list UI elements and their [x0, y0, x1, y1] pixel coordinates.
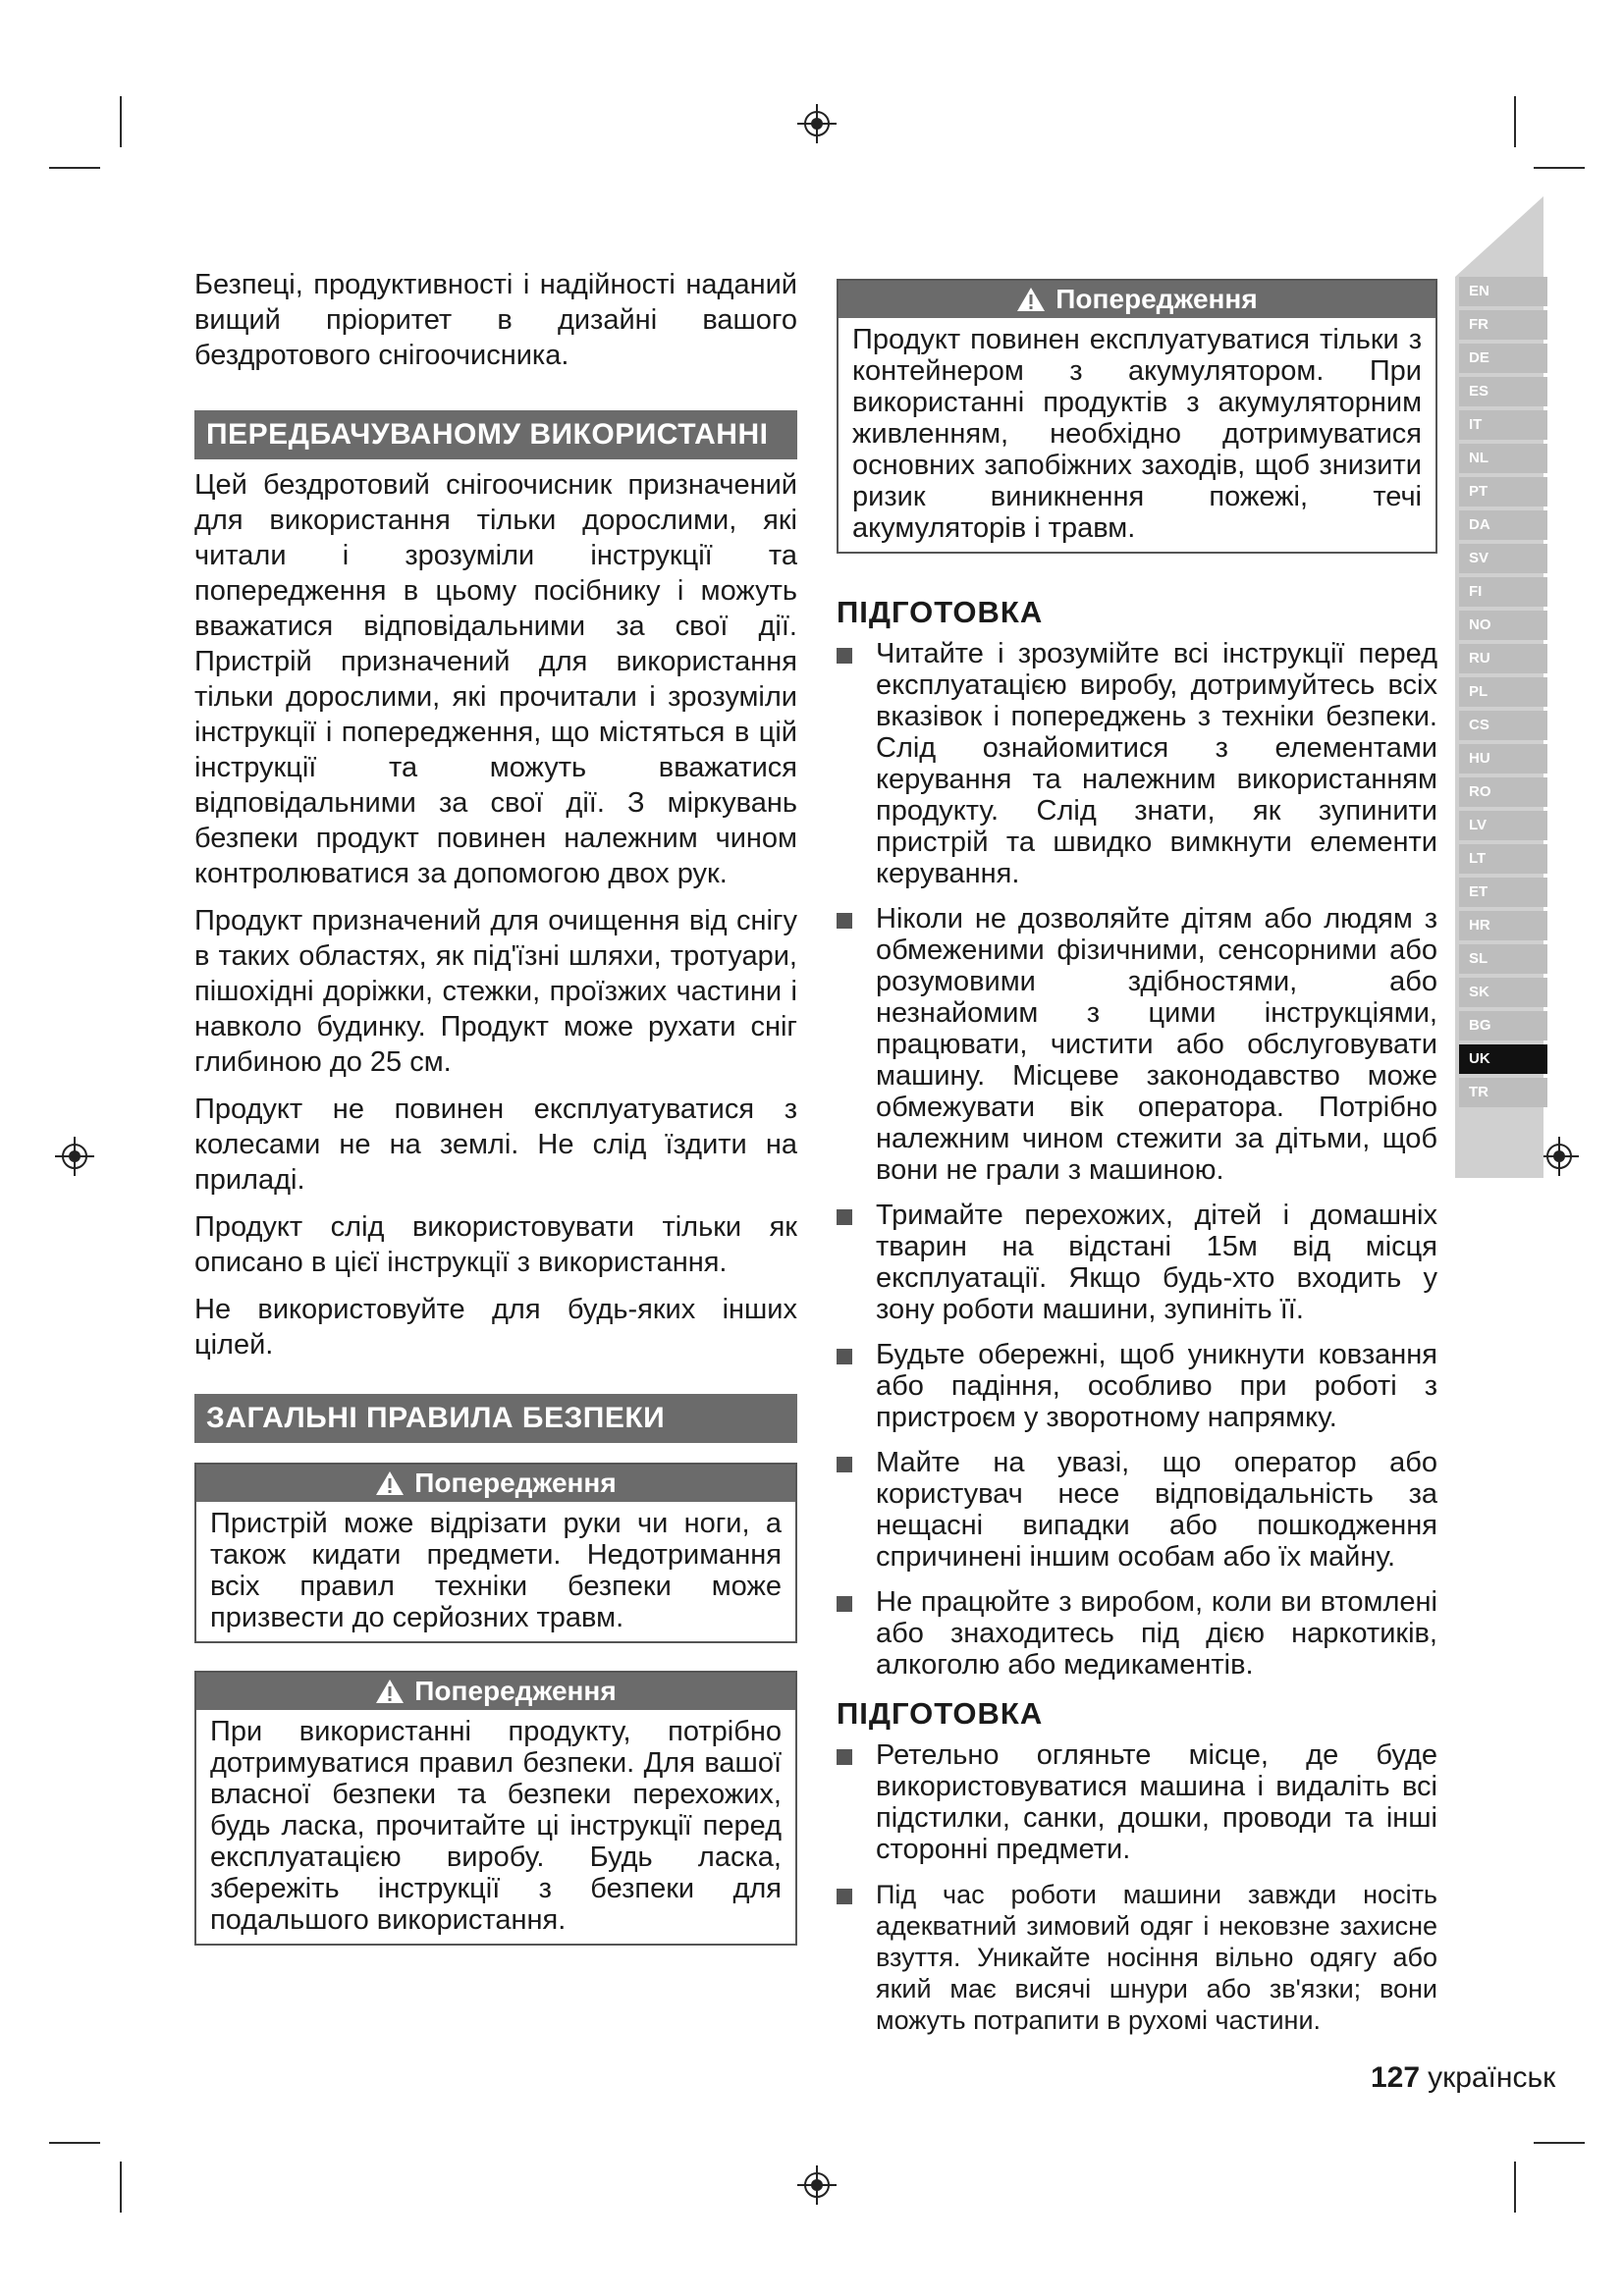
language-tab-tr[interactable]: TR [1459, 1078, 1547, 1107]
language-tab-cs[interactable]: CS [1459, 711, 1547, 740]
language-tab-et[interactable]: ET [1459, 878, 1547, 907]
list-item-text: Тримайте перехожих, дітей і домашніх тварин на відстані 15м від місця експлуатації. Якщо будь-хто входить у зону роботи машини, зупиніть її. [876, 1200, 1437, 1325]
language-tab-uk-active[interactable]: UK [1459, 1044, 1547, 1074]
language-tab-fi[interactable]: FI [1459, 577, 1547, 607]
warning-triangle-icon [375, 1679, 405, 1704]
language-tab-sv[interactable]: SV [1459, 544, 1547, 573]
square-bullet-icon [837, 1596, 852, 1612]
intended-use-paragraph: Продукт не повинен експлуатуватися з колесами не на землі. Не слід їздити на приладі. [194, 1094, 797, 1196]
warning-header [196, 1673, 795, 1710]
warning-box [837, 279, 1437, 554]
language-tab-en[interactable]: EN [1459, 277, 1547, 306]
crop-mark-top-left-h [49, 167, 100, 169]
language-tab-lv[interactable]: LV [1459, 811, 1547, 840]
list-item-text: Ніколи не дозволяйте дітям або людям з обмеженими фізичними, сенсорними або розумовими здібностями, або незнайомим з цими інструкціями, працювати, чистити або обслуговувати машину. Місцеве законодавство може обмежувати вік оператора. Потрібно належним чином стежити за дітьми, щоб вони не грали з машиною. [876, 903, 1437, 1186]
crop-mark-top-right-h [1534, 167, 1585, 169]
warning-box [194, 1671, 797, 1946]
language-tab-ru[interactable]: RU [1459, 644, 1547, 673]
intended-use-paragraph: Не використовуйте для будь-яких інших цілей. [194, 1294, 797, 1361]
list-item [837, 1586, 1437, 1681]
list-item [837, 1200, 1437, 1325]
square-bullet-icon [837, 913, 852, 929]
registration-mark-right-icon [1540, 1137, 1579, 1176]
square-bullet-icon [837, 1457, 852, 1472]
section-heading-general-safety: ЗАГАЛЬНІ ПРАВИЛА БЕЗПЕКИ [194, 1394, 797, 1443]
warning-triangle-icon [1016, 287, 1046, 312]
language-tab-hu[interactable]: HU [1459, 744, 1547, 774]
language-tab-de[interactable]: DE [1459, 344, 1547, 373]
left-column [194, 267, 797, 1953]
intended-use-paragraph: Цей бездротовий снігоочисник призначений для використання тільки дорослими, які читали і зрозуміли інструкції та попередження в цьому посібнику і можуть вважатися відповідальними за свої дії. Пристрій призначений для використання тільки дорослими, які прочитали і зрозуміли інструкції і попередження, що містяться в цій інструкції та можуть вважатися відповідальними за свої дії. З міркувань безпеки продукт повинен належним чином контролюватися за допомогою двох рук. [194, 469, 797, 889]
language-tab-es[interactable]: ES [1459, 377, 1547, 406]
language-tab-pt[interactable]: PT [1459, 477, 1547, 507]
list-item [837, 638, 1437, 889]
registration-mark-left-icon [55, 1137, 94, 1176]
crop-mark-top-right-v [1514, 96, 1516, 147]
page-number: 127 [1371, 2061, 1421, 2094]
warning-title: Попередження [414, 1676, 617, 1706]
crop-mark-bottom-right-h [1534, 2142, 1585, 2144]
language-tab-pl[interactable]: PL [1459, 677, 1547, 707]
crop-mark-top-left-v [120, 96, 122, 147]
list-item [837, 1879, 1437, 2036]
list-item-text: Будьте обережні, щоб уникнути ковзання або падіння, особливо при роботі з пристроєм у зворотному напрямку. [876, 1339, 1437, 1433]
language-tab-bg[interactable]: BG [1459, 1011, 1547, 1041]
right-column [837, 279, 1437, 2050]
warning-title: Попередження [1056, 284, 1258, 314]
square-bullet-icon [837, 1349, 852, 1364]
crop-mark-bottom-left-h [49, 2142, 100, 2144]
warning-header [839, 281, 1435, 318]
registration-mark-top-icon [797, 104, 837, 143]
language-tab-it[interactable]: IT [1459, 410, 1547, 440]
subheading-preparation: ПІДГОТОВКА [837, 1696, 1044, 1731]
list-item-text: Ретельно огляньте місце, де буде використовуватися машина і видаліть всі підстилки, санки, дошки, проводи та інші сторонні предмети. [876, 1739, 1437, 1865]
warning-text: Продукт повинен експлуатуватися тільки з контейнером з акумулятором. При використанні продуктів з акумуляторним живленням, необхідно дотримуватися основних запобіжних заходів, щоб знизити ризик виникнення пожежі, течі акумуляторів і травм. [852, 324, 1422, 544]
language-tab-lt[interactable]: LT [1459, 844, 1547, 874]
preparation-list [837, 1739, 1437, 2036]
list-item [837, 1339, 1437, 1433]
language-tab-no[interactable]: NO [1459, 611, 1547, 640]
section-heading-intended-use: ПЕРЕДБАЧУВАНОМУ ВИКОРИСТАННІ [194, 410, 797, 459]
list-item [837, 1447, 1437, 1573]
list-item-text: Майте на увазі, що оператор або користувач несе відповідальність за нещасні випадки або пошкодження спричинені іншим особам або їх майну. [876, 1447, 1437, 1573]
square-bullet-icon [837, 1889, 852, 1904]
language-tab-fr[interactable]: FR [1459, 310, 1547, 340]
warning-header [196, 1465, 795, 1502]
intended-use-paragraph: Продукт слід використовувати тільки як описано в цієї інструкції з використання. [194, 1211, 797, 1278]
intended-use-paragraph: Продукт призначений для очищення від снігу в таких областях, як під'їзні шляхи, тротуари, пішохідні доріжки, стежки, проїзжих частини і навколо будинку. Продукт може рухати сніг глибиною до 25 см. [194, 905, 797, 1078]
language-tab-ro[interactable]: RO [1459, 777, 1547, 807]
language-tab-sk[interactable]: SK [1459, 978, 1547, 1007]
language-tab-nl[interactable]: NL [1459, 444, 1547, 473]
language-tab-hr[interactable]: HR [1459, 911, 1547, 940]
warning-title: Попередження [414, 1468, 617, 1498]
crop-mark-bottom-left-v [120, 2162, 122, 2213]
preparation-list [837, 638, 1437, 1681]
square-bullet-icon [837, 648, 852, 664]
list-item [837, 903, 1437, 1186]
warning-text: Пристрій може відрізати руки чи ноги, а також кидати предмети. Недотримання всіх правил техніки безпеки може призвести до серйозних травм. [210, 1508, 782, 1633]
list-item-text: Не працюйте з виробом, коли ви втомлені або знаходитесь під дією наркотиків, алкоголю або медикаментів. [876, 1586, 1437, 1681]
language-tab-da[interactable]: DA [1459, 510, 1547, 540]
list-item-text: Під час роботи машини завжди носіть адекватний зимовий одяг і нековзне захисне взуття. Уникайте носіння вільно одягу або який має висячі шнури або зв'язки; вони можуть потрапити в рухомі частини. [876, 1880, 1437, 2035]
square-bullet-icon [837, 1209, 852, 1225]
crop-mark-bottom-right-v [1514, 2162, 1516, 2213]
warning-triangle-icon [375, 1470, 405, 1496]
registration-mark-bottom-icon [797, 2165, 837, 2205]
square-bullet-icon [837, 1749, 852, 1765]
warning-text: При використанні продукту, потрібно дотримуватися правил безпеки. Для вашої власної безпеки та безпеки перехожих, будь ласка, прочитайте ці інструкції перед експлуатацією виробу. Будь ласка, збережіть інструкції з безпеки для подальшого використання. [210, 1716, 782, 1936]
page-footer [1371, 2061, 1555, 2095]
list-item [837, 1739, 1437, 1865]
language-tab-sl[interactable]: SL [1459, 944, 1547, 974]
language-tabs [1459, 277, 1547, 1111]
intro-paragraph: Безпеці, продуктивності і надійності наданий вищий пріоритет в дизайні вашого бездротового снігоочисника. [194, 269, 797, 371]
warning-box [194, 1463, 797, 1643]
footer-language: українськ [1428, 2061, 1556, 2094]
subheading-preparation: ПІДГОТОВКА [837, 595, 1044, 629]
list-item-text: Читайте і зрозумійте всі інструкції перед експлуатацією виробу, дотримуйтесь всіх вказівок і попереджень з техніки безпеки. Слід ознайомитися з елементами керування та належним використанням продукту. Слід знати, як зупинити пристрій та швидко вимкнути елементи керування. [876, 638, 1437, 889]
